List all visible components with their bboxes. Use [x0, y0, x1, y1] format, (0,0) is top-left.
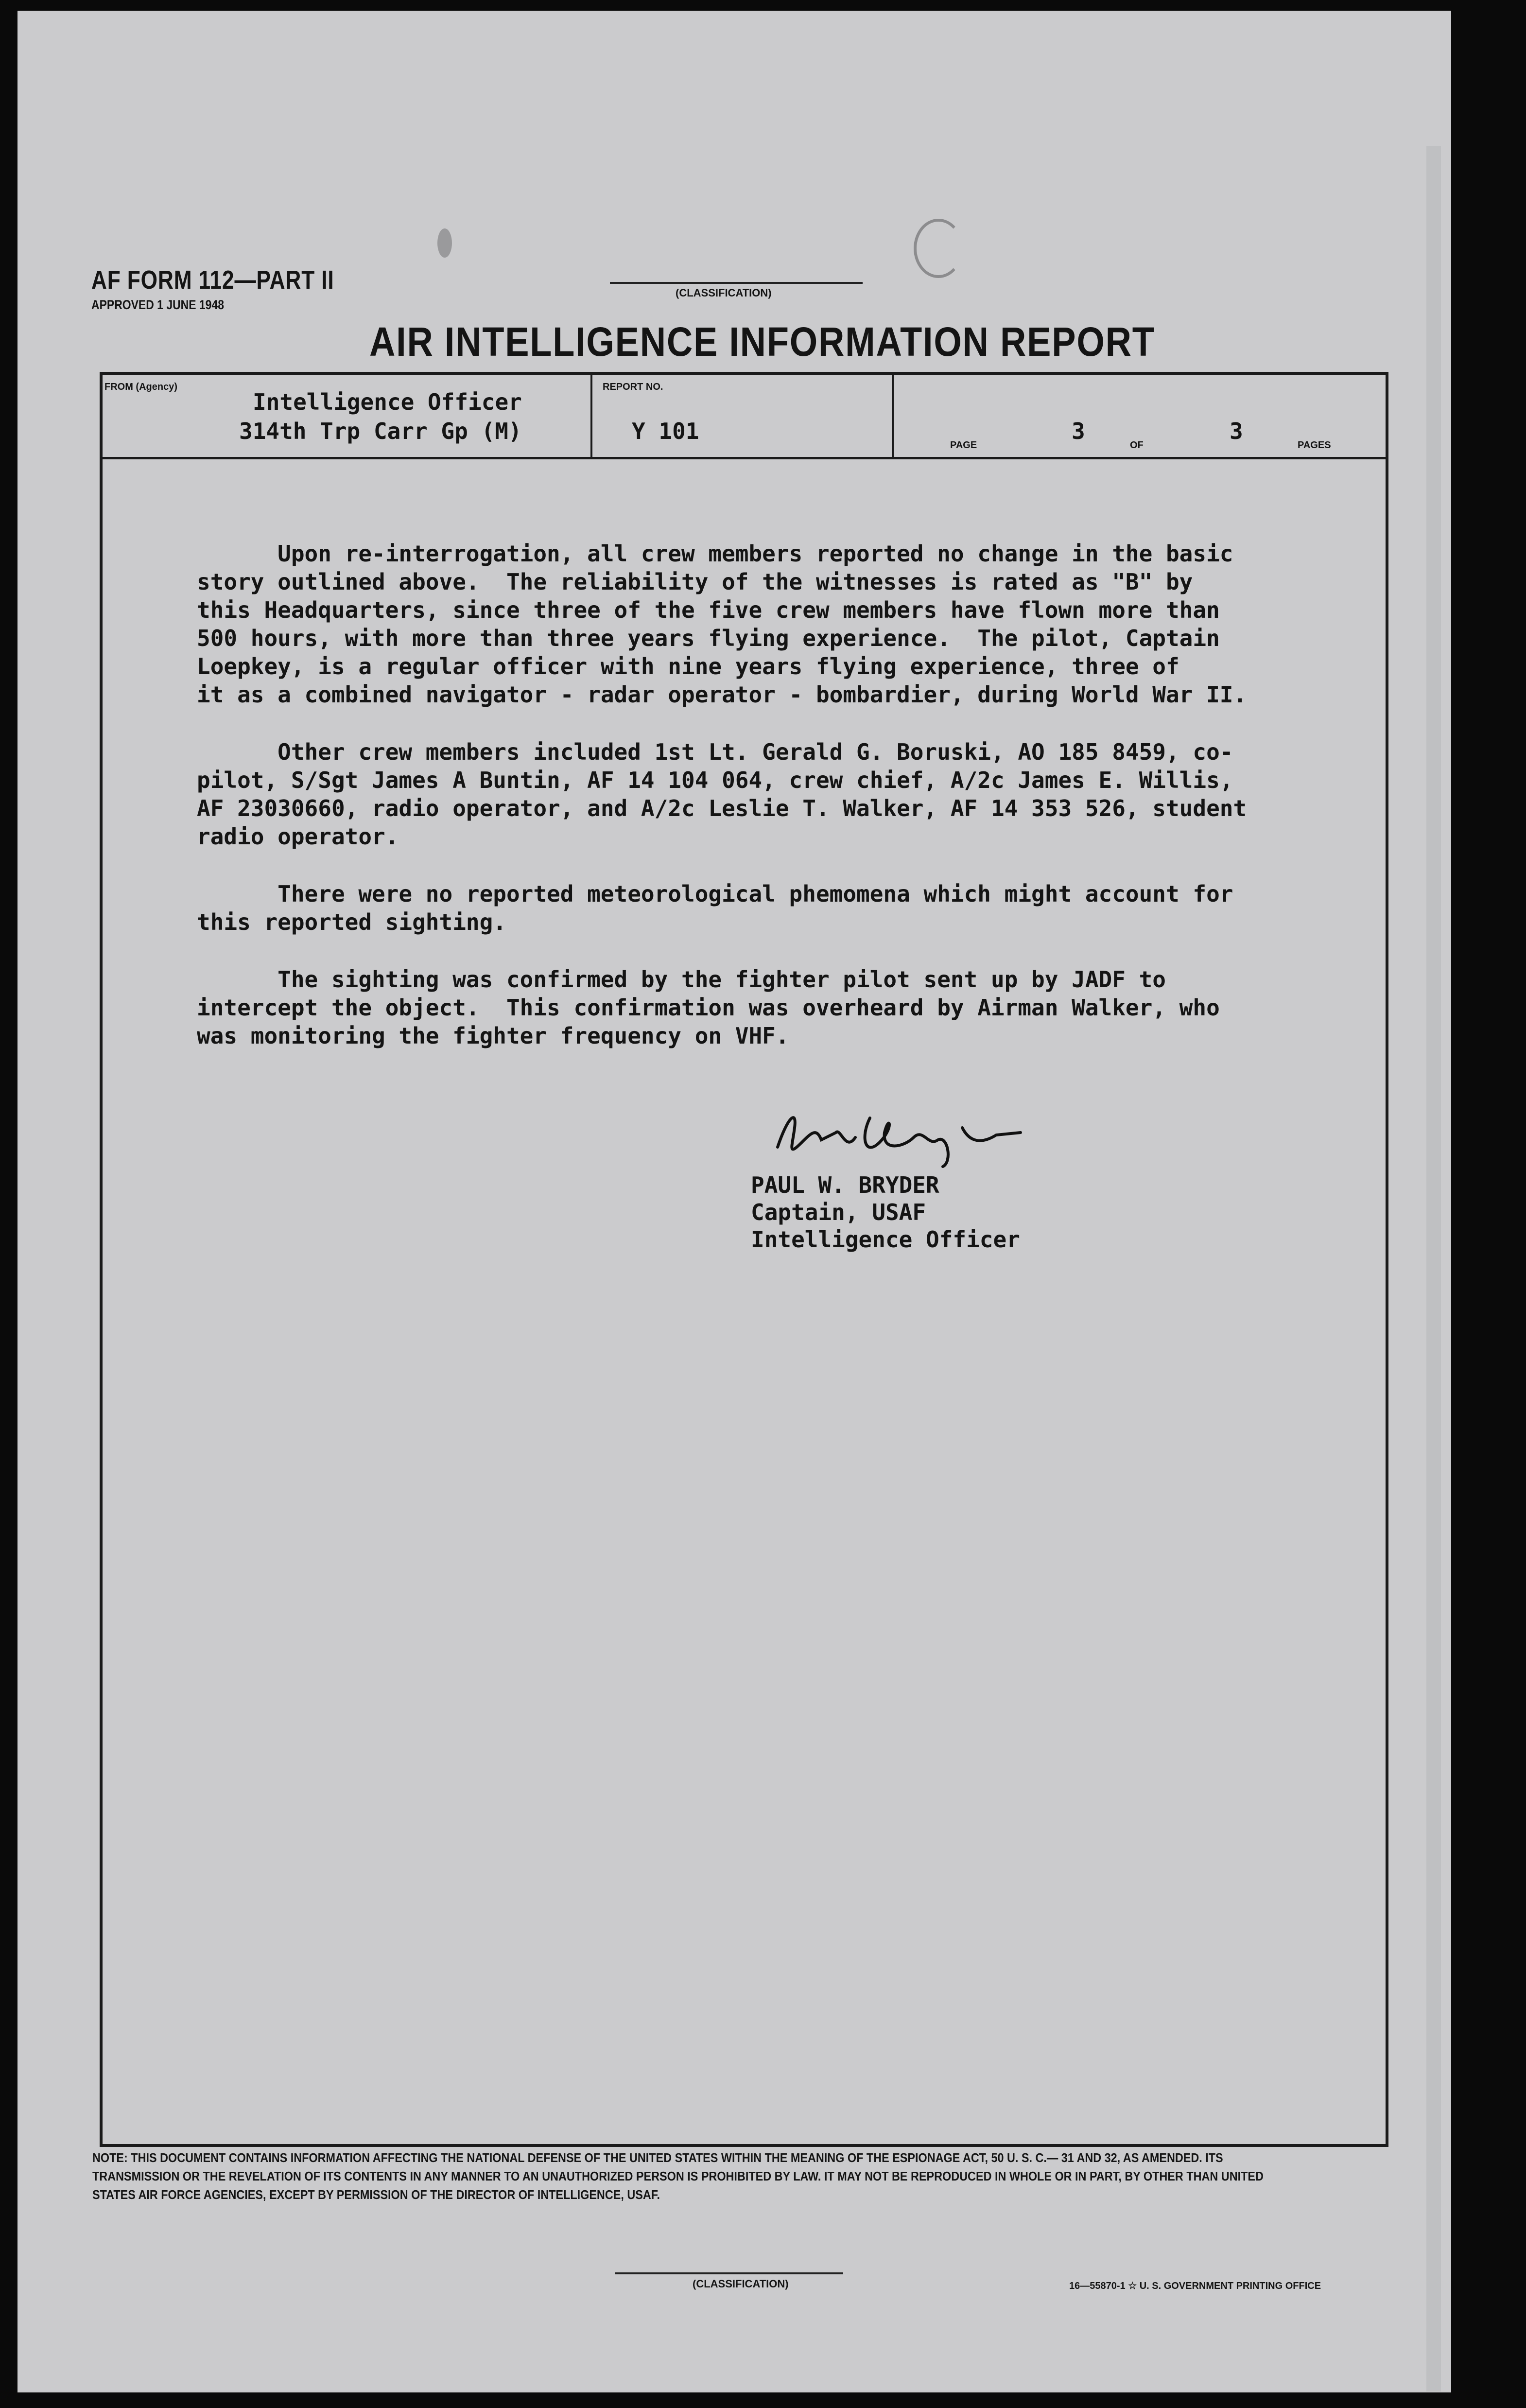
signer-title: Intelligence Officer	[751, 1226, 1020, 1253]
paragraph-crew-members: Other crew members included 1st Lt. Gerald G. Boruski, AO 185 8459, co- pilot, S/Sgt James A Buntin, AF 14 104 064, crew chief, A/2c James E. Willis, AF 23030660, radio operator, and A/2c Leslie T. Walker, AF 14 353 526, student radio operator.	[197, 739, 1247, 850]
classification-line	[610, 282, 863, 284]
paper-edge	[1426, 146, 1441, 2391]
printing-office-imprint: 16—55870-1 ☆ U. S. GOVERNMENT PRINTING OFFICE	[1069, 2281, 1321, 2291]
from-label: FROM (Agency)	[104, 382, 177, 392]
report-body	[197, 540, 1363, 1079]
header-column-divider	[590, 373, 592, 457]
total-pages: 3	[1230, 418, 1243, 444]
signer-name: PAUL W. BRYDER	[751, 1172, 939, 1198]
report-title: AIR INTELLIGENCE INFORMATION REPORT	[369, 319, 1155, 365]
report-no: Y 101	[632, 418, 699, 444]
header-divider	[100, 457, 1388, 459]
of-label: OF	[1130, 440, 1144, 451]
header-column-divider	[892, 373, 894, 457]
signer-rank: Captain, USAF	[751, 1199, 926, 1225]
handwritten-signature	[768, 1099, 1040, 1171]
form-approved-date: APPROVED 1 JUNE 1948	[91, 297, 224, 312]
paragraph-meteorological: There were no reported meteorological phemomena which might account for this reported sighting.	[197, 881, 1233, 935]
signature-block	[751, 1171, 1020, 1253]
report-no-label: REPORT NO.	[603, 382, 663, 392]
legal-note: NOTE: THIS DOCUMENT CONTAINS INFORMATION AFFECTING THE NATIONAL DEFENSE OF THE UNITED STATES WITHIN THE MEANING OF THE ESPIONAGE ACT, 50 U. S. C.— 31 AND 32, AS AMENDED. ITS TRANSMISSION OR THE REVELATION OF ITS CONTENTS IN ANY MANNER TO AN UNAUTHORIZED PERSON IS PROHIBITED BY LAW. IT MAY NOT BE REPRODUCED IN WHOLE OR IN PART, BY OTHER THAN UNITED STATES AIR FORCE AGENCIES, EXCEPT BY PERMISSION OF THE DIRECTOR OF INTELLIGENCE, USAF.	[92, 2150, 1264, 2202]
scan-smudge	[437, 228, 452, 258]
paragraph-confirmation: The sighting was confirmed by the fighter pilot sent up by JADF to intercept the object. This confirmation was overheard by Airman Walker, who was monitoring the fighter frequency on VHF.	[197, 966, 1220, 1049]
bottom-classification-line	[615, 2272, 843, 2274]
classification-label: (CLASSIFICATION)	[676, 287, 772, 299]
form-id: AF FORM 112—PART II	[91, 265, 334, 295]
bottom-classification-label: (CLASSIFICATION)	[693, 2278, 789, 2290]
from-agency-line1: Intelligence Officer	[253, 389, 522, 415]
pages-label: PAGES	[1298, 440, 1331, 451]
page-label: PAGE	[950, 440, 977, 451]
paragraph-reinterrogation: Upon re-interrogation, all crew members reported no change in the basic story outlined above. The reliability of the witnesses is rated as "B" by this Headquarters, since three of the five crew members have flown more than 500 hours, with more than three years flying experience. The pilot, Captain Loepkey, is a regular officer with nine years flying experience, three of it as a combined navigator - radar operator - bombardier, during World War II.	[197, 541, 1247, 708]
from-agency-line2: 314th Trp Carr Gp (M)	[239, 418, 522, 444]
scan-smudge	[914, 219, 963, 278]
page-number: 3	[1072, 418, 1085, 444]
